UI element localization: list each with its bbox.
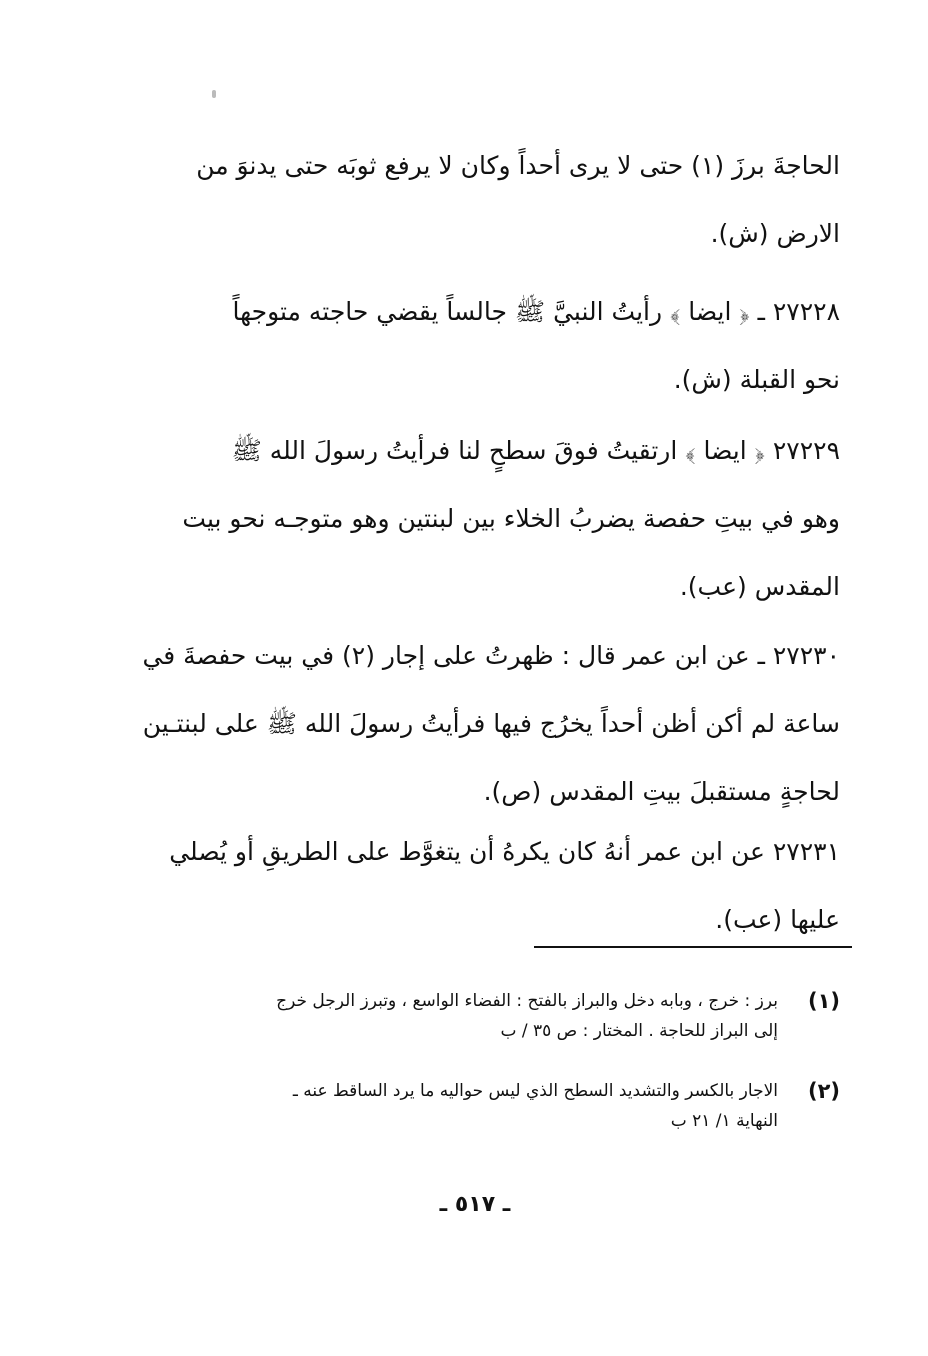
text-line: ٢٧٢٣١ عن ابن عمر أنهُ كان يكرهُ أن يتغوَّط على الطريقِ أو يُصلي (169, 837, 840, 866)
hadith-27228 (140, 278, 840, 414)
text-line: الارض (ش). (710, 219, 840, 248)
footnote-line: إلى البراز للحاجة . المختار : ص ٣٥ / ب (500, 1021, 778, 1041)
footnote-separator (534, 946, 852, 948)
text-line: لحاجةٍ مستقبلَ بيتِ المقدس (ص). (483, 777, 840, 806)
text-line: ٢٧٢٢٨ ـ ﴿ ايضا ﴾ رأيتُ النبيَّ ﷺ جالساً يقضي حاجته متوجهاً (232, 297, 840, 326)
text-line: المقدس (عب). (679, 572, 840, 601)
text-line: الحاجةَ برزَ (١) حتى لا يرى أحداً وكان لا يرفع ثوبَه حتى يدنوَ من (196, 151, 840, 180)
footnote-line: الاجار بالكسر والتشديد السطح الذي ليس حواليه ما يرد الساقط عنه ـ (292, 1081, 778, 1101)
footnote-number: (٢) (807, 1079, 840, 1103)
footnote-body (140, 986, 778, 1046)
footnote-2 (140, 1076, 840, 1136)
text-line: عليها (عب). (715, 905, 840, 934)
footnote-body (140, 1076, 778, 1136)
footnote-line: برز : خرج ، وبابه دخل والبراز بالفتح : الفضاء الواسع ، وتبرز الرجل خرج (276, 991, 778, 1011)
text-line: ٢٧٢٢٩ ﴿ ايضا ﴾ ارتقيتُ فوقَ سطحٍ لنا فرأيتُ رسولَ الله ﷺ (231, 436, 840, 465)
text-line: نحو القبلة (ش). (673, 365, 840, 394)
hadith-27229 (140, 417, 840, 621)
text-line: ٢٧٢٣٠ ـ عن ابن عمر قال : ظهرتُ على إجار (٢) في بيت حفصةَ في (142, 641, 840, 670)
paper-speck (212, 90, 216, 98)
footnote-line: النهاية ١/ ٢١ ب (670, 1111, 778, 1131)
hadith-27231 (140, 818, 840, 954)
footnote-1 (140, 986, 840, 1046)
page-number: ـ ٥١٧ ـ (439, 1192, 511, 1217)
footnote-number: (١) (807, 989, 840, 1013)
hadith-27230 (140, 622, 840, 826)
text-line: وهو في بيتِ حفصة يضربُ الخلاء بين لبنتين وهو متوجـه نحو بيت (182, 504, 840, 533)
paragraph-continuation (140, 132, 840, 268)
text-line: ساعة لم أكن أظن أحداً يخرُج فيها فرأيتُ رسولَ الله ﷺ على لبنتـين (142, 709, 840, 738)
